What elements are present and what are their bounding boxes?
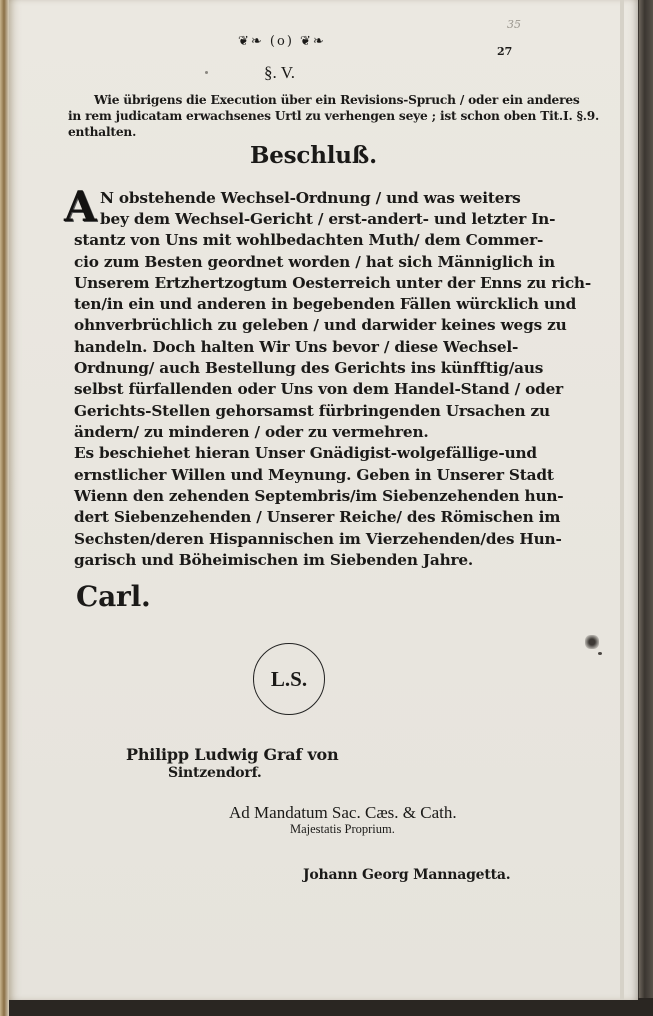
section-mark: §. V. (264, 63, 296, 82)
paper-speck (598, 652, 602, 655)
body-line: stantz von Uns mit wohlbedachten Muth/ dem Commer- (74, 231, 544, 249)
body-line: ohnverbrüchlich zu geleben / und darwider keines wegs zu (74, 316, 567, 334)
body-line: Gerichts-Stellen gehorsamst fürbringenden Ursachen zu (74, 402, 550, 420)
pencil-annotation: 35 (507, 18, 521, 31)
body-line: Wienn den zehenden Septembris/im Siebenzehenden hun- (74, 487, 564, 505)
seal-circle (253, 643, 325, 715)
paper-speck (205, 71, 208, 74)
page-number: 27 (497, 45, 513, 58)
seal-text: L.S. (270, 666, 308, 691)
heading-beschluss: Beschluß. (250, 142, 377, 169)
body-line: bey dem Wechsel-Gericht / erst-andert- und letzter In- (100, 210, 556, 228)
note-line: in rem judicatam erwachsenes Urtl zu verhengen seye ; ist schon oben Tit.I. §.9. (68, 109, 600, 123)
ink-stain (585, 635, 599, 649)
note-line: enthalten. (68, 125, 137, 139)
body-line: cio zum Besten geordnet worden / hat sich Männiglich in (74, 253, 555, 271)
secretary-signature: Johann Georg Mannagetta. (303, 867, 511, 883)
countersign-name-2: Sintzendorf. (168, 765, 262, 781)
body-line: handeln. Doch halten Wir Uns bevor / diese Wechsel- (74, 338, 519, 356)
body-line: Es beschiehet hieran Unser Gnädigist-wolgefällige-und (74, 444, 537, 462)
page-fold (620, 0, 624, 1000)
body-line: Sechsten/deren Hispannischen im Vierzehenden/des Hun- (74, 530, 562, 548)
body-line: selbst fürfallenden oder Uns von dem Handel-Stand / oder (74, 380, 563, 398)
countersign-name: Philipp Ludwig Graf von (126, 745, 339, 764)
background-right-edge (639, 0, 653, 1016)
body-line: N obstehende Wechsel-Ordnung / und was weiters (100, 189, 521, 207)
body-line: ten/in ein und anderen in begebenden Fällen würcklich und (74, 295, 577, 313)
drop-cap: A (64, 182, 97, 231)
body-line: Unserem Ertzhertzogtum Oesterreich unter der Enns zu rich- (74, 274, 592, 292)
background-bottom-edge (0, 998, 653, 1016)
body-line: garisch und Böheimischen im Siebenden Jahre. (74, 551, 474, 569)
mandate-line-2: Majestatis Proprium. (290, 822, 395, 836)
mandate-line: Ad Mandatum Sac. Cæs. & Cath. (229, 803, 457, 822)
monarch-signature: Carl. (76, 580, 151, 613)
body-line: Ordnung/ auch Bestellung des Gerichts ins künfftig/aus (74, 359, 544, 377)
binding-edge (0, 0, 9, 1016)
body-line: dert Siebenzehenden / Unserer Reiche/ des Römischen im (74, 508, 561, 526)
note-line: Wie übrigens die Execution über ein Revisions-Spruch / oder ein anderes (94, 93, 580, 107)
body-line: ändern/ zu minderen / oder zu vermehren. (74, 423, 429, 441)
header-ornament: ❦❧ (o) ❦❧ (238, 34, 326, 49)
body-line: ernstlicher Willen und Meynung. Geben in Unserer Stadt (74, 466, 554, 484)
